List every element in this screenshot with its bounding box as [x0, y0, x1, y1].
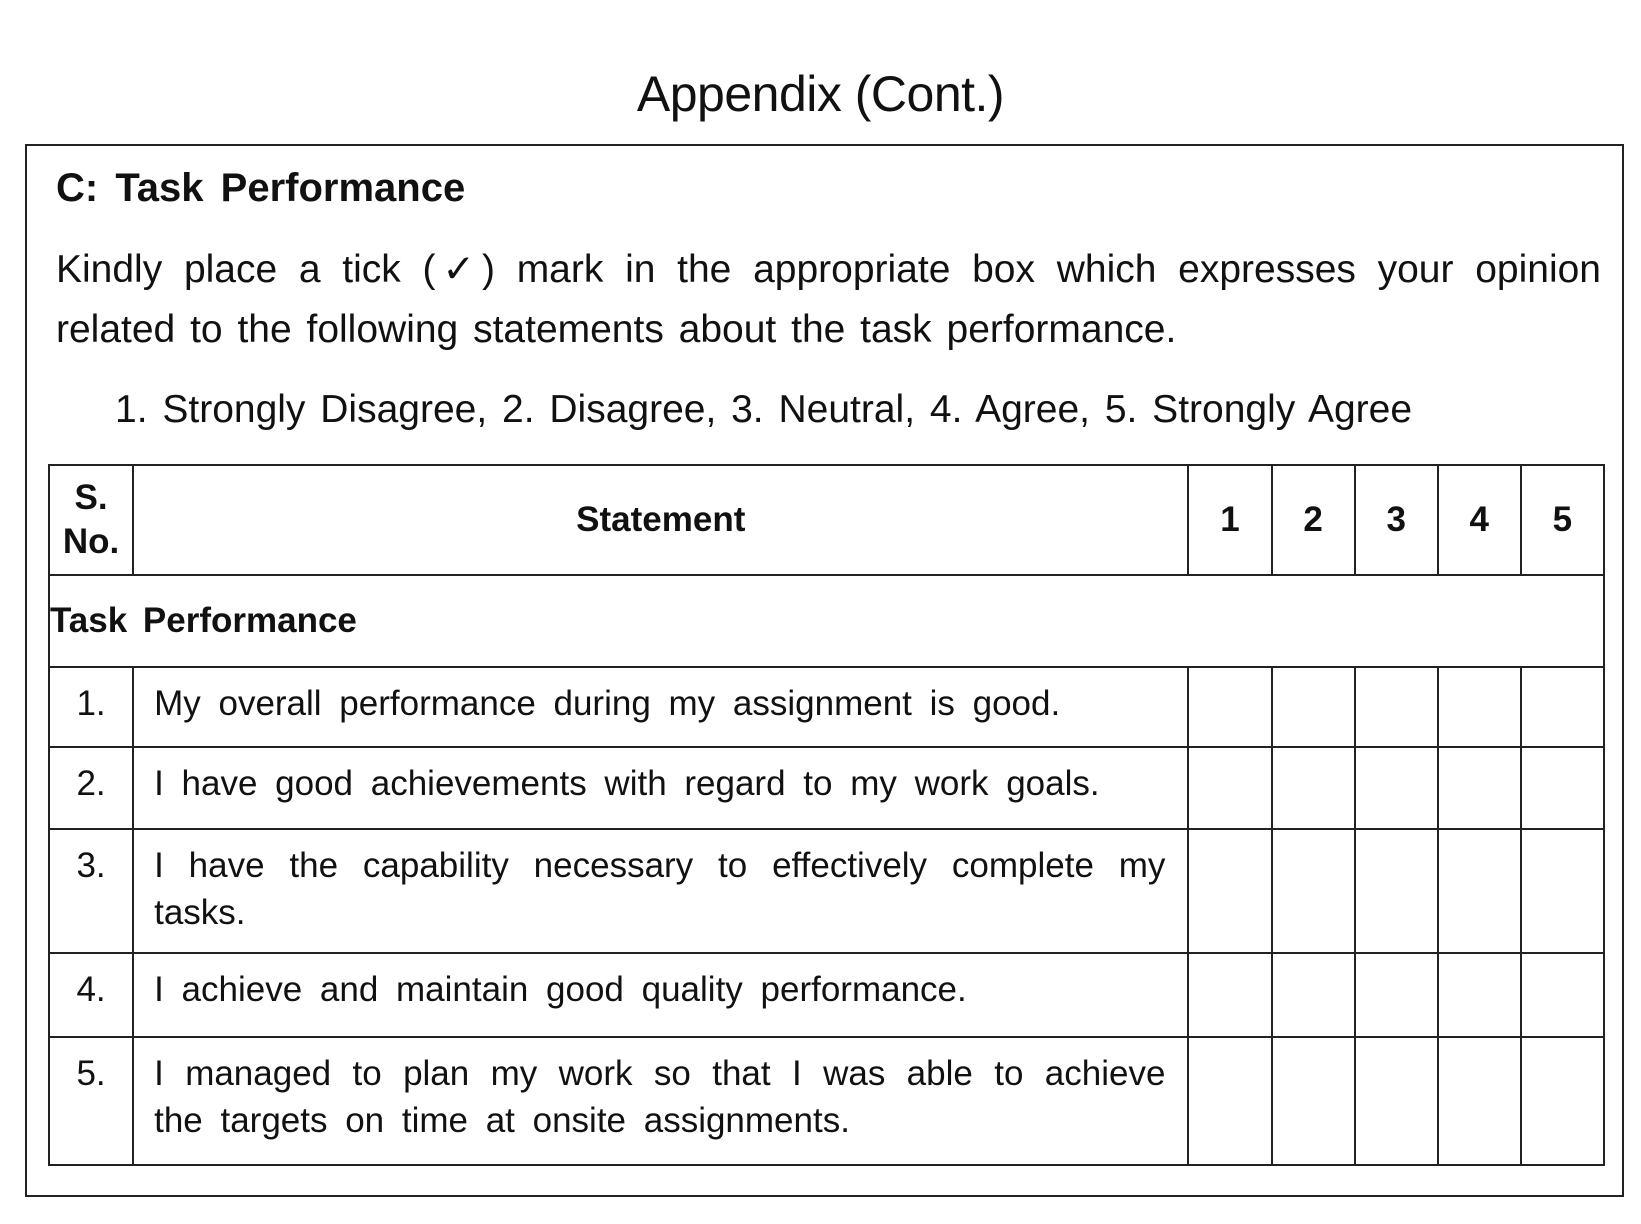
row-statement: I have good achievements with regard to my work goals. — [133, 747, 1188, 829]
header-sno: S. No. — [49, 465, 133, 575]
questionnaire-frame — [25, 144, 1624, 1197]
section-heading: C: Task Performance — [56, 166, 466, 210]
rating-box-1[interactable] — [1188, 829, 1271, 953]
rating-box-1[interactable] — [1188, 953, 1271, 1037]
row-statement: I achieve and maintain good quality performance. — [133, 953, 1188, 1037]
rating-box-5[interactable] — [1521, 1037, 1604, 1165]
survey-table — [48, 464, 1605, 1166]
row-statement: My overall performance during my assignment is good. — [133, 667, 1188, 747]
table-header-row — [49, 465, 1604, 575]
row-sno: 3. — [49, 829, 133, 953]
header-rating-5: 5 — [1521, 465, 1604, 575]
table-row — [49, 667, 1604, 747]
rating-box-1[interactable] — [1188, 667, 1271, 747]
rating-box-1[interactable] — [1188, 747, 1271, 829]
rating-box-2[interactable] — [1272, 829, 1355, 953]
rating-box-4[interactable] — [1438, 829, 1521, 953]
page-title: Appendix (Cont.) — [636, 66, 1005, 122]
instructions-part-1: Kindly place a tick ( — [56, 248, 436, 291]
header-rating-4: 4 — [1438, 465, 1521, 575]
rating-box-3[interactable] — [1355, 1037, 1438, 1165]
table-row — [49, 747, 1604, 829]
table-row — [49, 1037, 1604, 1165]
rating-box-4[interactable] — [1438, 953, 1521, 1037]
row-statement: I have the capability necessary to effectively complete my tasks. — [133, 829, 1188, 953]
header-rating-3: 3 — [1355, 465, 1438, 575]
group-row — [49, 575, 1604, 667]
instructions-text — [56, 240, 1601, 360]
rating-box-2[interactable] — [1272, 667, 1355, 747]
rating-box-3[interactable] — [1355, 953, 1438, 1037]
row-sno: 2. — [49, 747, 133, 829]
group-label: Task Performance — [49, 575, 1604, 667]
rating-box-5[interactable] — [1521, 829, 1604, 953]
rating-box-3[interactable] — [1355, 667, 1438, 747]
rating-box-3[interactable] — [1355, 829, 1438, 953]
table-row — [49, 953, 1604, 1037]
rating-box-1[interactable] — [1188, 1037, 1271, 1165]
rating-scale-legend: 1. Strongly Disagree, 2. Disagree, 3. Neutral, 4. Agree, 5. Strongly Agree — [115, 388, 1413, 431]
rating-box-5[interactable] — [1521, 953, 1604, 1037]
row-sno: 5. — [49, 1037, 133, 1165]
table-row — [49, 829, 1604, 953]
header-rating-2: 2 — [1272, 465, 1355, 575]
rating-box-4[interactable] — [1438, 747, 1521, 829]
tick-icon: ✓ — [435, 247, 482, 292]
header-rating-1: 1 — [1188, 465, 1271, 575]
rating-box-5[interactable] — [1521, 747, 1604, 829]
rating-box-2[interactable] — [1272, 1037, 1355, 1165]
header-statement: Statement — [133, 465, 1188, 575]
instructions-part-2: ) mark in the appropriate box which expresses your opinion related to the following statements about the task performance. — [56, 248, 1601, 351]
row-sno: 1. — [49, 667, 133, 747]
row-statement: I managed to plan my work so that I was able to achieve the targets on time at onsite assignments. — [133, 1037, 1188, 1165]
rating-box-4[interactable] — [1438, 667, 1521, 747]
rating-box-2[interactable] — [1272, 953, 1355, 1037]
rating-box-4[interactable] — [1438, 1037, 1521, 1165]
rating-box-2[interactable] — [1272, 747, 1355, 829]
row-sno: 4. — [49, 953, 133, 1037]
rating-box-3[interactable] — [1355, 747, 1438, 829]
rating-box-5[interactable] — [1521, 667, 1604, 747]
